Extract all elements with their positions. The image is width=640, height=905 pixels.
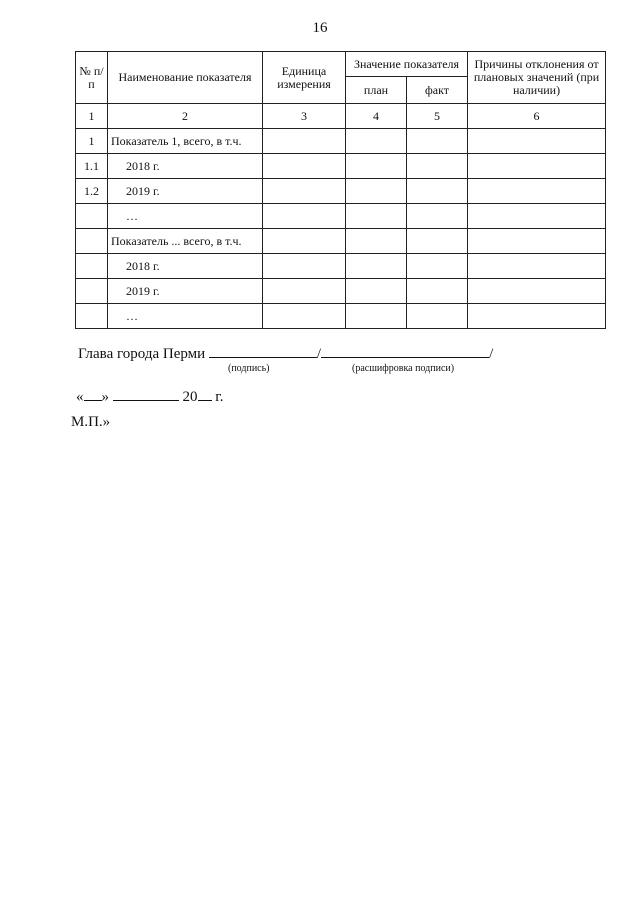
- table-row: [76, 229, 606, 254]
- header-unit: Единица измерения: [263, 52, 346, 104]
- signature-blank: [209, 343, 317, 358]
- column-number: 2: [108, 104, 263, 129]
- plan-cell: [346, 304, 407, 329]
- header-plan: план: [346, 77, 407, 104]
- date-month-blank: [113, 386, 179, 401]
- unit-cell: [263, 204, 346, 229]
- plan-cell: [346, 204, 407, 229]
- stamp-mark: М.П.»: [71, 414, 111, 430]
- row-number: 1.1: [76, 154, 108, 179]
- reasons-cell: [468, 304, 606, 329]
- row-number: [76, 254, 108, 279]
- unit-cell: [263, 179, 346, 204]
- table-row: [76, 304, 606, 329]
- unit-cell: [263, 129, 346, 154]
- row-number: [76, 279, 108, 304]
- row-name: …: [108, 204, 263, 229]
- page-number: 16: [312, 20, 328, 36]
- column-number: 5: [407, 104, 468, 129]
- column-number: 1: [76, 104, 108, 129]
- row-number: 1.2: [76, 179, 108, 204]
- indicators-table: [75, 51, 606, 329]
- reasons-cell: [468, 179, 606, 204]
- unit-cell: [263, 304, 346, 329]
- row-name: …: [108, 304, 263, 329]
- date-close-quote: »: [101, 389, 109, 405]
- plan-cell: [346, 129, 407, 154]
- column-number: 6: [468, 104, 606, 129]
- header-reasons: Причины отклонения от плановых значений (при наличии): [468, 52, 606, 104]
- table-row: [76, 129, 606, 154]
- row-number: 1: [76, 129, 108, 154]
- date-year-prefix: 20: [182, 389, 198, 405]
- signature-line: [78, 343, 493, 363]
- reasons-cell: [468, 279, 606, 304]
- fact-cell: [407, 179, 468, 204]
- row-name: Показатель ... всего, в т.ч.: [108, 229, 263, 254]
- header-num: № п/п: [76, 52, 108, 104]
- unit-cell: [263, 229, 346, 254]
- fact-cell: [407, 204, 468, 229]
- row-name: 2019 г.: [108, 279, 263, 304]
- fact-cell: [407, 229, 468, 254]
- column-number: 3: [263, 104, 346, 129]
- reasons-cell: [468, 254, 606, 279]
- table-row: [76, 204, 606, 229]
- plan-cell: [346, 229, 407, 254]
- row-name: 2018 г.: [108, 154, 263, 179]
- row-name: Показатель 1, всего, в т.ч.: [108, 129, 263, 154]
- header-name: Наименование показателя: [108, 52, 263, 104]
- reasons-cell: [468, 229, 606, 254]
- column-numbers-row: [76, 104, 606, 129]
- signature-title: Глава города Перми: [78, 346, 206, 362]
- header-fact: факт: [407, 77, 468, 104]
- unit-cell: [263, 279, 346, 304]
- reasons-cell: [468, 129, 606, 154]
- reasons-cell: [468, 204, 606, 229]
- plan-cell: [346, 279, 407, 304]
- unit-cell: [263, 154, 346, 179]
- date-day-blank: [84, 386, 102, 401]
- table-row: [76, 179, 606, 204]
- signature-slash-end: /: [489, 346, 494, 362]
- date-open-quote: «: [76, 389, 84, 405]
- fact-cell: [407, 129, 468, 154]
- fact-cell: [407, 304, 468, 329]
- fact-cell: [407, 279, 468, 304]
- caption-decoding: (расшифровка подписи): [352, 363, 455, 374]
- header-value: Значение показателя: [346, 52, 468, 77]
- table-row: [76, 154, 606, 179]
- date-line: [76, 386, 223, 406]
- row-name: 2018 г.: [108, 254, 263, 279]
- plan-cell: [346, 154, 407, 179]
- fact-cell: [407, 154, 468, 179]
- row-number: [76, 304, 108, 329]
- column-number: 4: [346, 104, 407, 129]
- date-year-blank: [198, 386, 212, 401]
- row-number: [76, 229, 108, 254]
- plan-cell: [346, 179, 407, 204]
- signature-decoding-blank: [321, 343, 489, 358]
- row-number: [76, 204, 108, 229]
- table-row: [76, 254, 606, 279]
- row-name: 2019 г.: [108, 179, 263, 204]
- reasons-cell: [468, 154, 606, 179]
- unit-cell: [263, 254, 346, 279]
- fact-cell: [407, 254, 468, 279]
- plan-cell: [346, 254, 407, 279]
- signature-slash: /: [316, 346, 322, 362]
- date-year-suffix: г.: [215, 389, 224, 405]
- table-row: [76, 279, 606, 304]
- caption-signature: (подпись): [228, 363, 270, 374]
